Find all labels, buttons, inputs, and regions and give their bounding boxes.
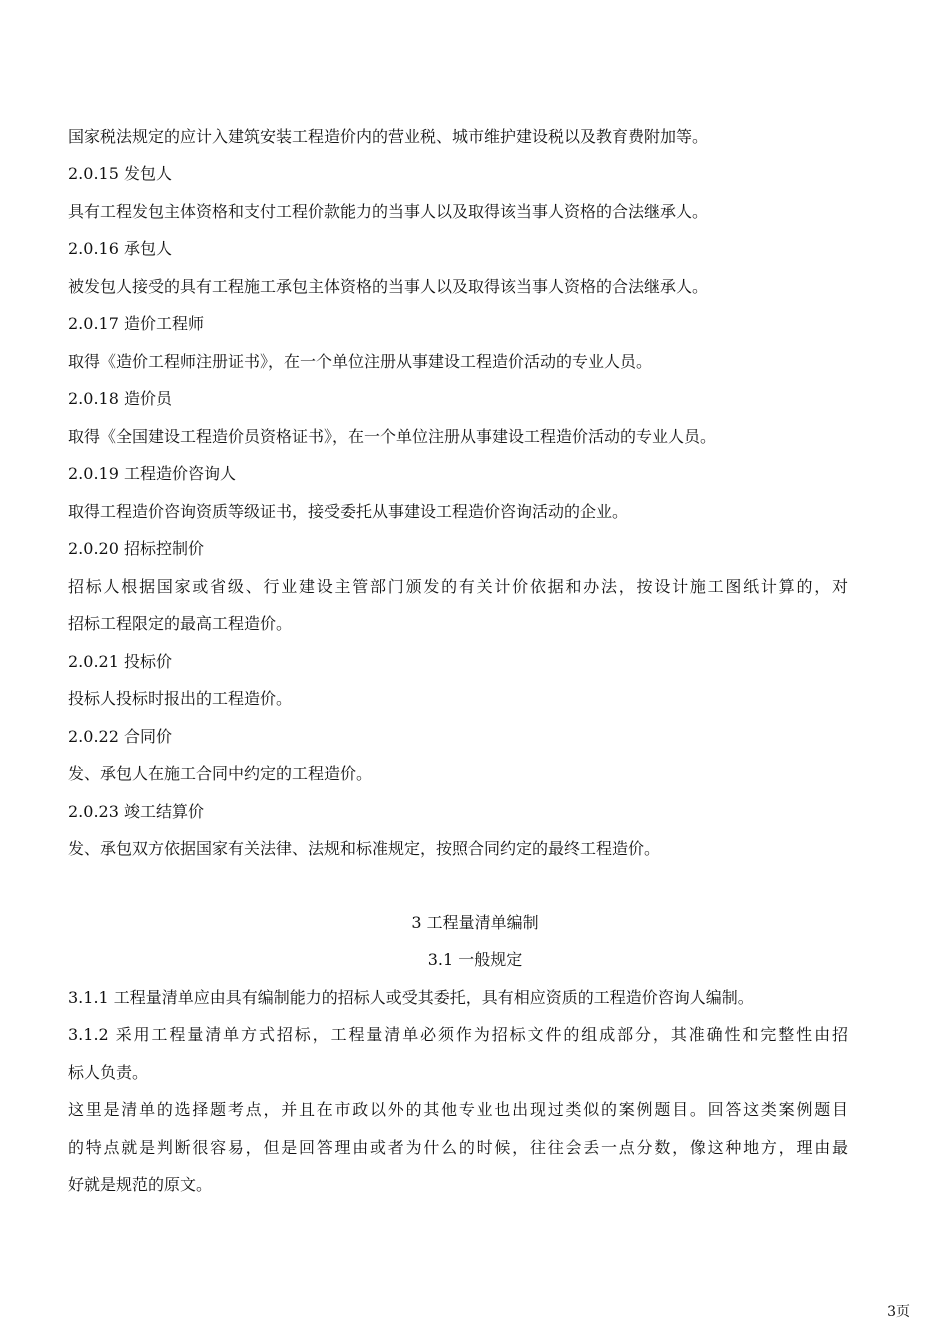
paragraph-line: 取得工程造价咨询资质等级证书，接受委托从事建设工程造价咨询活动的企业。 (68, 502, 629, 521)
paragraph-line: 被发包人接受的具有工程施工承包主体资格的当事人以及取得该当事人资格的合法继承人。 (68, 277, 709, 296)
note-paragraph-line: 的特点就是判断很容易，但是回答理由或者为什么的时候，往往会丢一点分数，像这种地方，理由最 (68, 1138, 848, 1157)
clause-heading-2-0-22: 2.0.22 合同价 (68, 727, 172, 746)
clause-heading-2-0-18: 2.0.18 造价员 (68, 389, 172, 408)
page-number: 3页 (887, 1304, 910, 1320)
paragraph-line: 具有工程发包主体资格和支付工程价款能力的当事人以及取得该当事人资格的合法继承人。 (68, 202, 709, 221)
clause-heading-2-0-20: 2.0.20 招标控制价 (68, 539, 204, 558)
note-paragraph-line: 这里是清单的选择题考点，并且在市政以外的其他专业也出现过类似的案例题目。回答这类案例题目 (68, 1100, 848, 1119)
clause-heading-2-0-23: 2.0.23 竣工结算价 (68, 802, 204, 821)
clause-heading-2-0-17: 2.0.17 造价工程师 (68, 314, 204, 333)
clause-heading-2-0-15: 2.0.15 发包人 (68, 164, 172, 183)
section-title: 3.1 一般规定 (427, 950, 523, 969)
paragraph-line: 取得《全国建设工程造价员资格证书》，在一个单位注册从事建设工程造价活动的专业人员。 (68, 427, 717, 446)
paragraph-line: 发、承包人在施工合同中约定的工程造价。 (68, 764, 373, 783)
paragraph-line: 发、承包双方依据国家有关法律、法规和标准规定，按照合同约定的最终工程造价。 (68, 839, 661, 858)
note-paragraph-line: 好就是规范的原文。 (68, 1175, 213, 1194)
paragraph-line: 招标人根据国家或省级、行业建设主管部门颁发的有关计价依据和办法，按设计施工图纸计算的，对 (68, 577, 848, 596)
clause-heading-2-0-16: 2.0.16 承包人 (68, 239, 172, 258)
paragraph-line: 招标工程限定的最高工程造价。 (68, 614, 293, 633)
clause-heading-2-0-21: 2.0.21 投标价 (68, 652, 172, 671)
clause-heading-2-0-19: 2.0.19 工程造价咨询人 (68, 464, 236, 483)
paragraph-line: 取得《造价工程师注册证书》，在一个单位注册从事建设工程造价活动的专业人员。 (68, 352, 653, 371)
clause-3-1-2: 3.1.2 采用工程量清单方式招标，工程量清单必须作为招标文件的组成部分，其准确性和完整性由招 (68, 1025, 848, 1044)
paragraph-line: 投标人投标时报出的工程造价。 (68, 689, 293, 708)
paragraph-line: 标人负责。 (68, 1063, 149, 1082)
paragraph-line: 国家税法规定的应计入建筑安装工程造价内的营业税、城市维护建设税以及教育费附加等。 (68, 127, 709, 146)
chapter-title: 3 工程量清单编制 (411, 913, 539, 932)
clause-3-1-1: 3.1.1 工程量清单应由具有编制能力的招标人或受其委托，具有相应资质的工程造价咨询人编制。 (68, 988, 754, 1007)
